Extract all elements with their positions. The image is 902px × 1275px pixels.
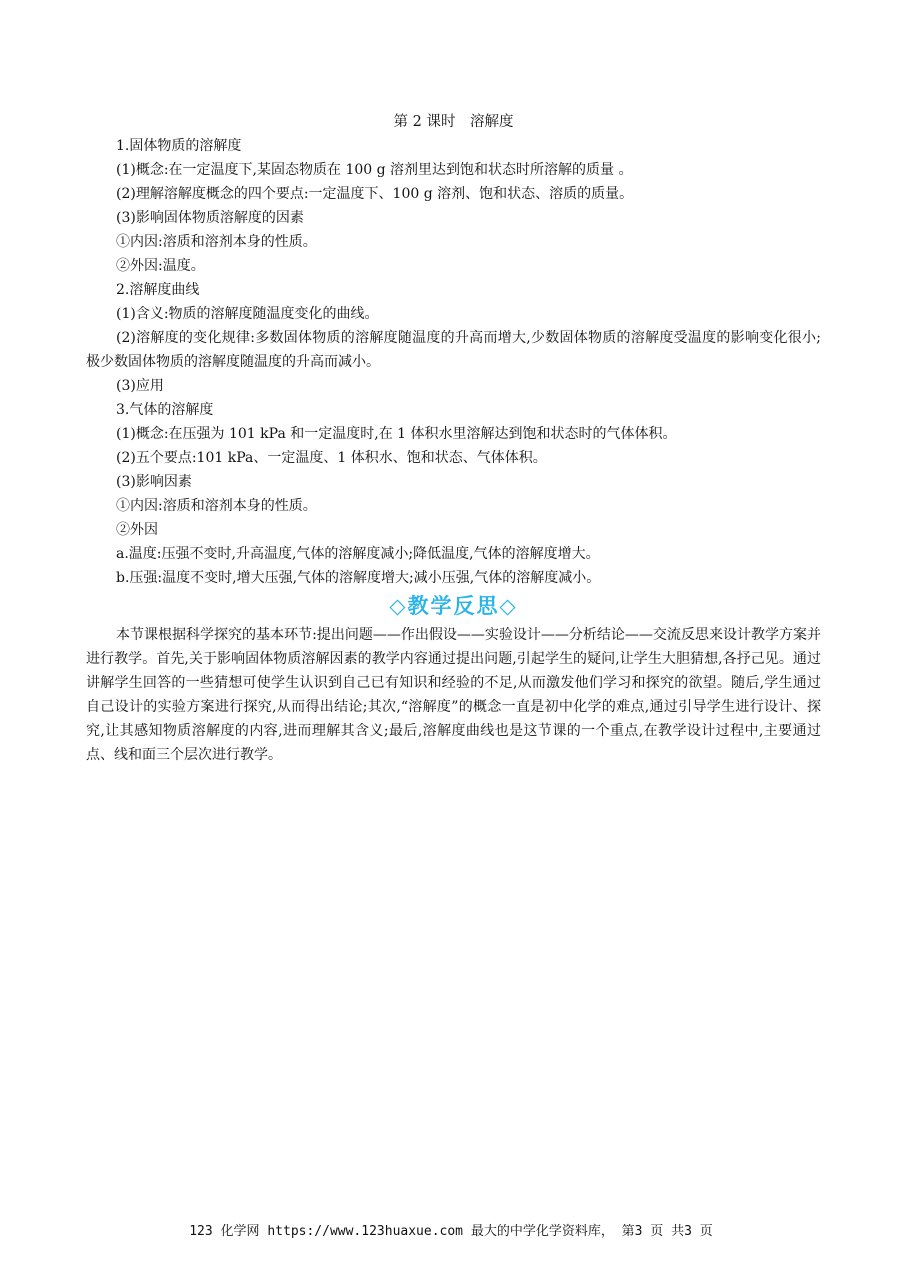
page-footer: 123 化学网 https://www.123huaxue.com 最大的中学化学资料库， 第3 页 共3 页 xyxy=(189,1224,713,1239)
variation-paragraph: (2)溶解度的变化规律:多数固体物质的溶解度随温度的升高而增大,少数固体物质的溶解度受温度的影响变化很小;极少数固体物质的溶解度随温度的升高而减小。 xyxy=(86,330,821,370)
text-line: (1)含义:物质的溶解度随温度变化的曲线。 xyxy=(116,306,379,322)
reflection-heading: ◇教学反思◇ xyxy=(389,593,518,618)
text-line: ②外因 xyxy=(116,522,158,538)
text-line: ①内因:溶质和溶剂本身的性质。 xyxy=(116,498,317,514)
reflection-paragraph: 本节课根据科学探究的基本环节:提出问题——作出假设——实验设计——分析结论——交流反思来设计教学方案并进行教学。首先,关于影响固体物质溶解因素的教学内容通过提出问题,引起学生的疑问,让学生大胆猜想,各抒己见。通过讲解学生回答的一些猜想可使学生认识到自己已有知识和经验的不足,从而激发他们学习和探究的欲望。随后,学生通过自己设计的实验方案进行探究,从而得出结论;其次,“溶解度”的概念一直是初中化学的难点,通过引导学生进行设计、探究,让其感知物质溶解度的内容,进而理解其含义;最后,溶解度曲线也是这节课的一个重点,在教学设计过程中,主要通过点、线和面三个层次进行教学。 xyxy=(86,627,821,763)
text-line: ②外因:温度。 xyxy=(116,258,205,274)
text-line: (3)影响固体物质溶解度的因素 xyxy=(116,210,304,226)
text-line: 1.固体物质的溶解度 xyxy=(116,138,242,154)
document-body xyxy=(86,110,821,767)
text-line: 2.溶解度曲线 xyxy=(116,282,200,298)
text-line: a.温度:压强不变时,升高温度,气体的溶解度减小;降低温度,气体的溶解度增大。 xyxy=(116,546,600,562)
text-line: 3.气体的溶解度 xyxy=(116,402,214,418)
lesson-title: 第 2 课时 溶解度 xyxy=(393,114,514,130)
text-line: (1)概念:在压强为 101 kPa 和一定温度时,在 1 体积水里溶解达到饱和状态时的气体体积。 xyxy=(116,426,677,442)
text-line: (3)应用 xyxy=(116,378,164,394)
text-line: (1)概念:在一定温度下,某固态物质在 100 g 溶剂里达到饱和状态时所溶解的质量 。 xyxy=(116,162,633,178)
text-line: (3)影响因素 xyxy=(116,474,192,490)
text-line: (2)理解溶解度概念的四个要点:一定温度下、100 g 溶剂、饱和状态、溶质的质量。 xyxy=(116,186,634,202)
text-line: (2)五个要点:101 kPa、一定温度、1 体积水、饱和状态、气体体积。 xyxy=(116,450,547,466)
text-line: b.压强:温度不变时,增大压强,气体的溶解度增大;减小压强,气体的溶解度减小。 xyxy=(116,570,601,586)
text-line: ①内因:溶质和溶剂本身的性质。 xyxy=(116,234,317,250)
